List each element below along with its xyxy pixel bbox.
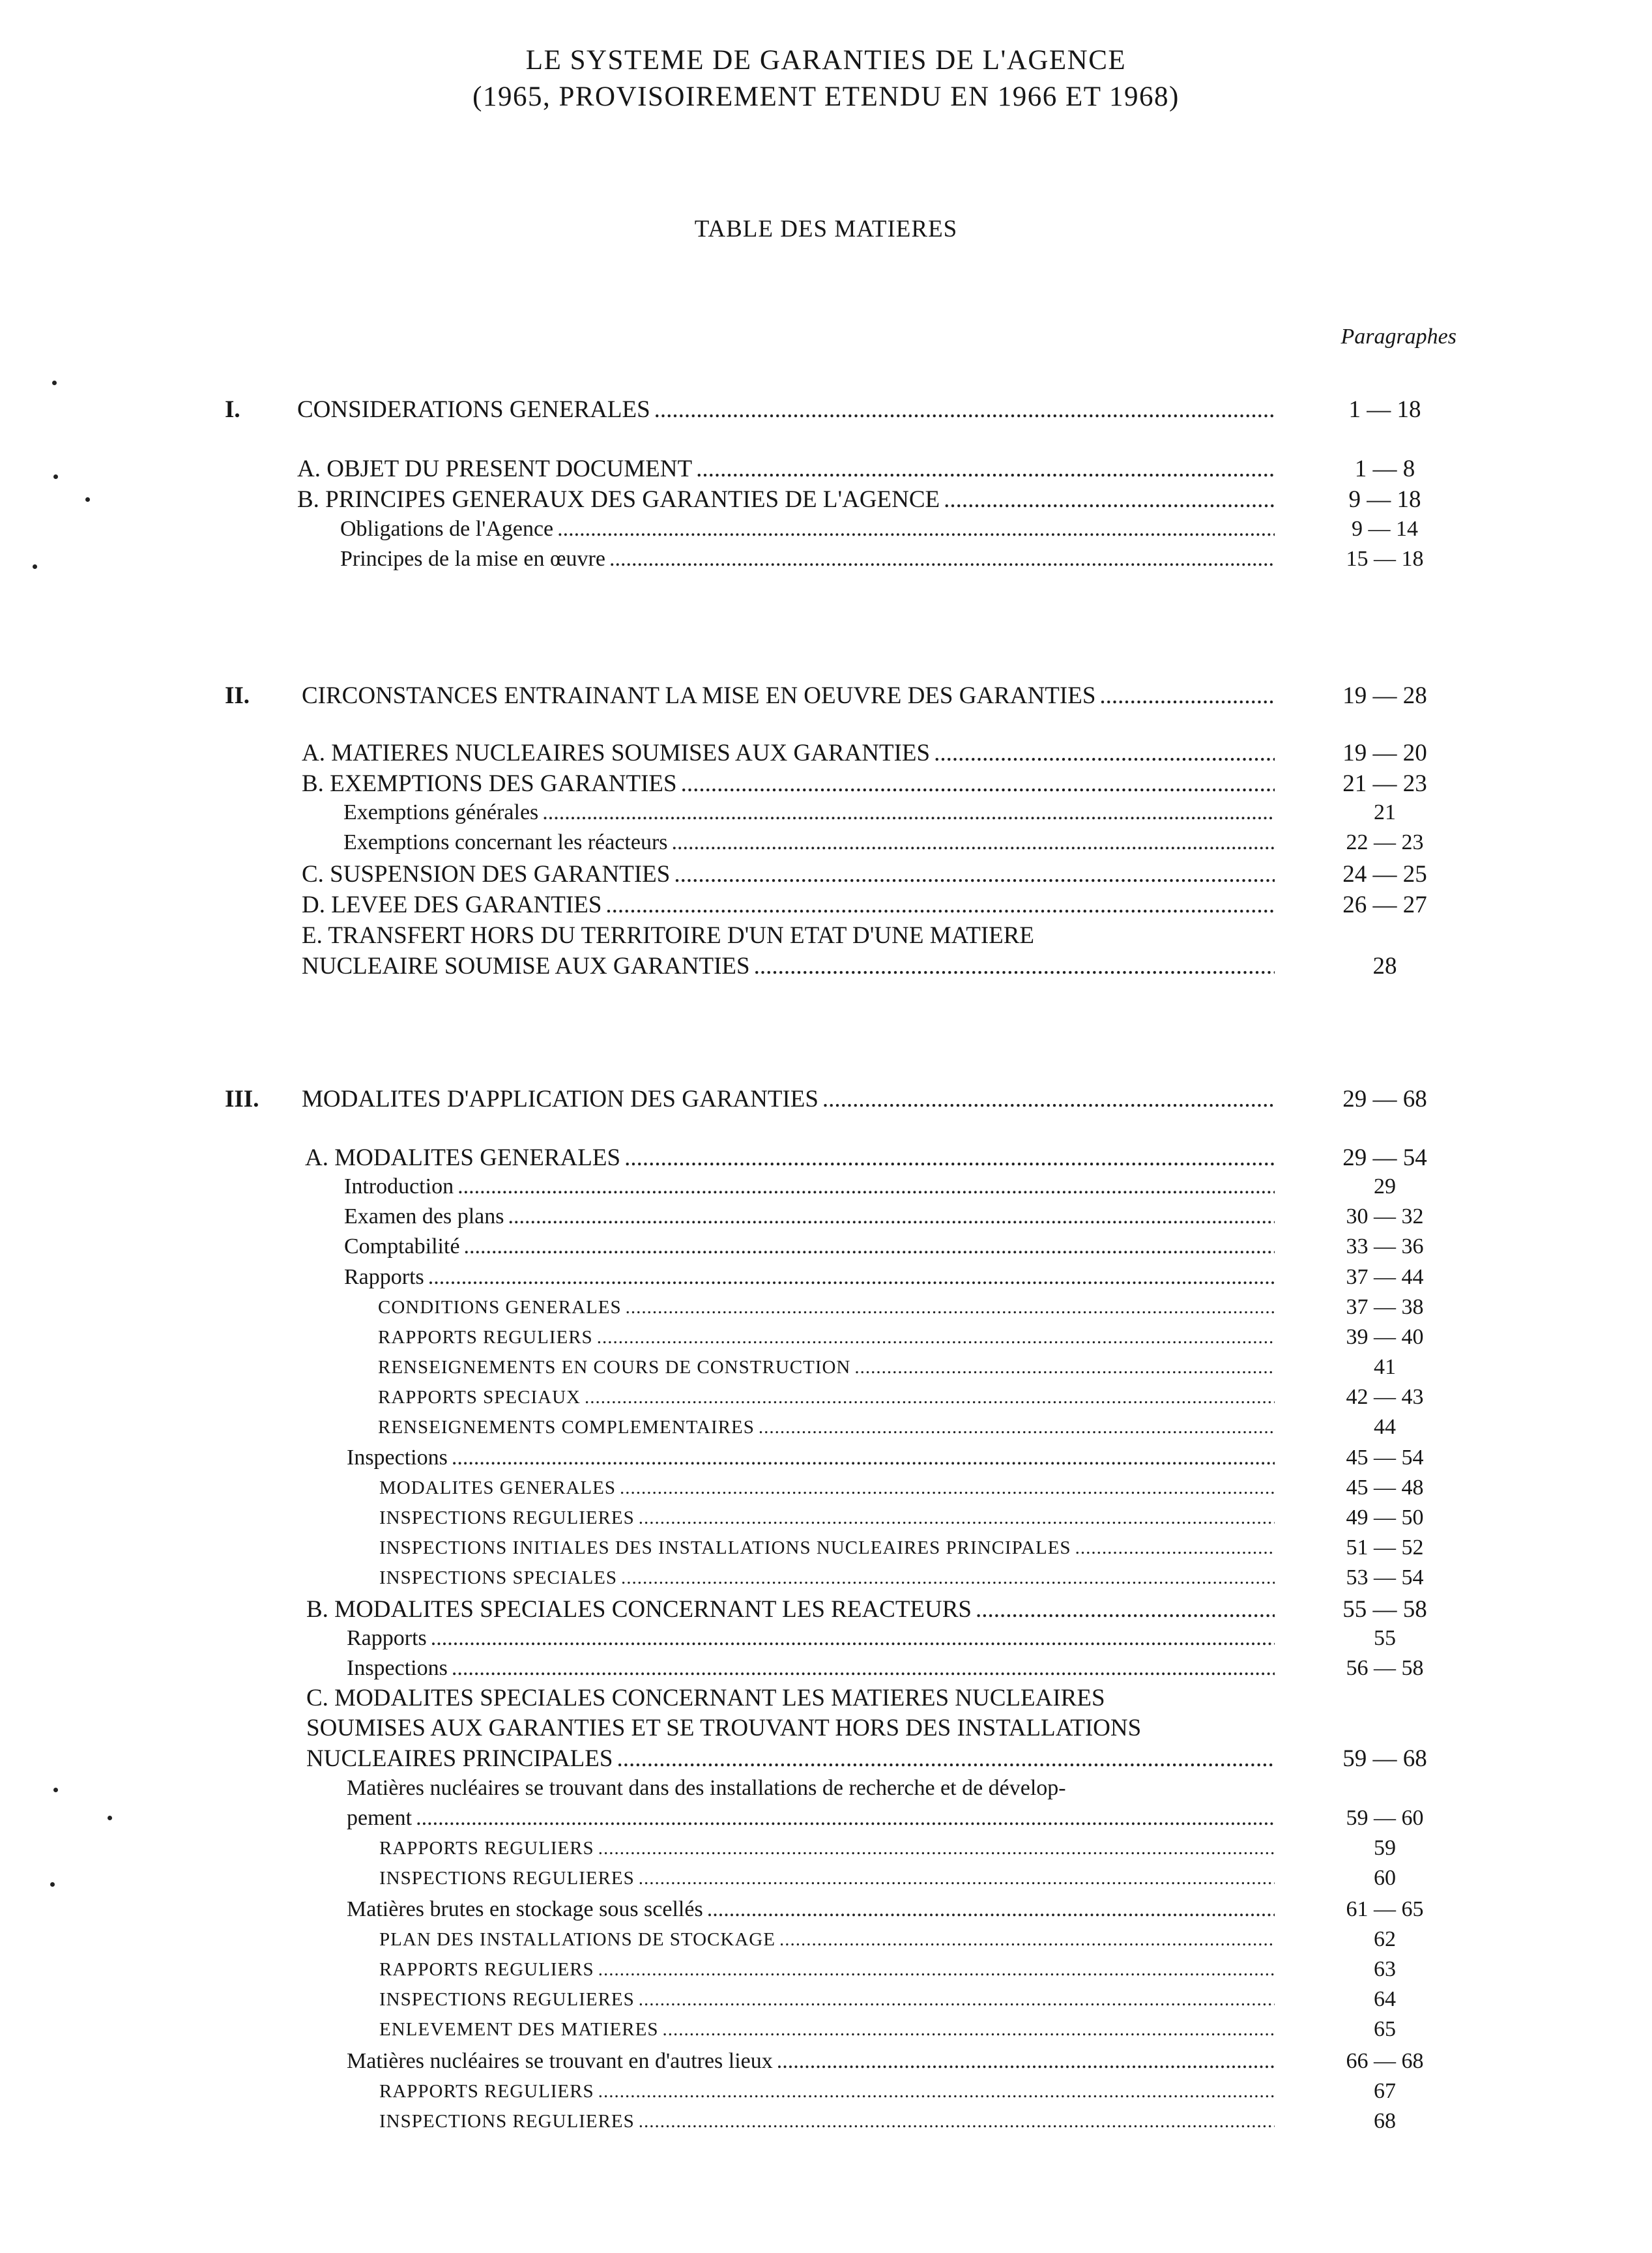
toc-entry-row xyxy=(378,1387,1275,1417)
toc-paragraph-range: 45 — 48 xyxy=(1346,1475,1424,1500)
toc-label: Inspections xyxy=(347,1446,448,1470)
toc-label: ENLEVEMENT DES MATIERES xyxy=(379,2019,659,2040)
section-number: III. xyxy=(225,1086,259,1112)
scan-speck xyxy=(85,497,90,502)
toc-paragraph-range: 9 — 14 xyxy=(1352,517,1418,541)
dot-leader xyxy=(598,1959,1275,1981)
section-number: II. xyxy=(225,682,250,709)
dot-leader xyxy=(1099,682,1275,710)
toc-entry-row xyxy=(347,1656,1275,1686)
toc-paragraph-range: 21 — 23 xyxy=(1342,770,1427,797)
toc-entry-row xyxy=(305,1144,1275,1174)
toc-paragraph-range: 15 — 18 xyxy=(1346,547,1424,571)
toc-entry-row xyxy=(306,1595,1275,1625)
toc-entry-row xyxy=(340,547,1275,577)
toc-paragraph-range: 1 — 8 xyxy=(1354,456,1415,482)
toc-paragraph-range: 21 xyxy=(1374,800,1396,824)
toc-entry-row xyxy=(302,770,1275,800)
dot-leader xyxy=(822,1085,1275,1113)
toc-label: C. MODALITES SPECIALES CONCERNANT LES MATIERES NUCLEAIRES xyxy=(306,1685,1105,1711)
toc-entry-row xyxy=(302,952,1275,982)
toc-paragraph-range: 67 xyxy=(1374,2079,1396,2103)
dot-leader xyxy=(674,860,1275,888)
dot-leader xyxy=(639,1989,1275,2011)
scan-speck xyxy=(53,474,58,479)
dot-leader xyxy=(598,2081,1275,2102)
toc-entry-row xyxy=(343,830,1275,860)
toc-entry-row xyxy=(379,2019,1275,2049)
toc-entry-row xyxy=(347,1897,1275,1927)
document-title-line-2: (1965, PROVISOIREMENT ETENDU EN 1966 ET 1968) xyxy=(472,81,1180,112)
toc-paragraph-range: 61 — 65 xyxy=(1346,1897,1424,1921)
toc-entry-row xyxy=(347,1806,1275,1836)
toc-paragraph-range: 53 — 54 xyxy=(1346,1565,1424,1590)
toc-entry-row xyxy=(344,1174,1275,1204)
toc-label: Rapports xyxy=(347,1626,427,1650)
toc-label: C. SUSPENSION DES GARANTIES xyxy=(302,861,671,888)
dot-leader xyxy=(639,1507,1275,1529)
toc-paragraph-range: 59 — 68 xyxy=(1342,1745,1427,1772)
toc-label-continued: pement xyxy=(347,1806,413,1830)
scan-speck xyxy=(52,381,57,385)
toc-entry-row xyxy=(344,1234,1275,1264)
toc-paragraph-range: 37 — 38 xyxy=(1346,1295,1424,1319)
toc-entry-row xyxy=(379,1477,1275,1507)
dot-leader xyxy=(609,547,1275,572)
toc-paragraph-range: 68 xyxy=(1374,2109,1396,2133)
dot-leader xyxy=(976,1595,1275,1623)
toc-paragraph-range: 1 — 18 xyxy=(1348,396,1421,423)
toc-label: Rapports xyxy=(344,1265,424,1289)
dot-leader xyxy=(707,1897,1275,1922)
dot-leader xyxy=(585,1387,1275,1408)
toc-label: Exemptions générales xyxy=(343,800,539,824)
toc-entry-row xyxy=(302,891,1275,921)
toc-label: INSPECTIONS REGULIERES xyxy=(379,1989,635,2010)
toc-label: CIRCONSTANCES ENTRAINANT LA MISE EN OEUVRE DES GARANTIES xyxy=(302,682,1096,709)
toc-entry-row xyxy=(379,1989,1275,2019)
dot-leader xyxy=(759,1417,1275,1438)
toc-label: RAPPORTS REGULIERS xyxy=(379,1959,594,1980)
toc-entry-row xyxy=(297,486,1275,516)
dot-leader xyxy=(944,486,1275,514)
toc-entry-row xyxy=(343,800,1275,830)
toc-entry-row xyxy=(378,1297,1275,1327)
dot-leader xyxy=(457,1174,1275,1199)
toc-label: Introduction xyxy=(344,1174,454,1199)
dot-leader xyxy=(1075,1537,1275,1559)
dot-leader xyxy=(621,1567,1275,1589)
toc-paragraph-range: 37 — 44 xyxy=(1346,1265,1424,1289)
toc-label: B. EXEMPTIONS DES GARANTIES xyxy=(302,770,677,797)
paragraphs-column-label: Paragraphes xyxy=(1340,325,1456,349)
toc-paragraph-range: 59 — 60 xyxy=(1346,1806,1424,1830)
toc-label: Matières nucléaires se trouvant dans des installations de recherche et de dévelop- xyxy=(347,1776,1066,1800)
dot-leader xyxy=(681,770,1275,798)
dot-leader xyxy=(626,1297,1275,1318)
scan-speck xyxy=(50,1882,55,1887)
toc-paragraph-range: 28 xyxy=(1372,953,1397,980)
dot-leader xyxy=(779,1929,1275,1951)
dot-leader xyxy=(654,396,1275,424)
toc-entry-row xyxy=(379,1537,1275,1567)
toc-label: MODALITES D'APPLICATION DES GARANTIES xyxy=(302,1086,819,1112)
dot-leader xyxy=(542,800,1275,825)
toc-label: A. MODALITES GENERALES xyxy=(305,1144,621,1171)
scan-speck xyxy=(108,1816,112,1820)
dot-leader xyxy=(662,2019,1275,2041)
toc-paragraph-range: 59 xyxy=(1374,1836,1396,1860)
toc-label: Matières brutes en stockage sous scellés xyxy=(347,1897,703,1921)
toc-label: Matières nucléaires se trouvant en d'autres lieux xyxy=(347,2049,773,2073)
toc-label: RAPPORTS REGULIERS xyxy=(378,1327,593,1348)
toc-paragraph-range: 64 xyxy=(1374,1987,1396,2011)
dot-leader xyxy=(557,517,1275,542)
toc-label: INSPECTIONS REGULIERES xyxy=(379,1507,635,1528)
toc-paragraph-range: 19 — 28 xyxy=(1342,682,1427,709)
toc-paragraph-range: 26 — 27 xyxy=(1342,892,1427,918)
toc-label: Inspections xyxy=(347,1656,448,1680)
toc-label: Obligations de l'Agence xyxy=(340,517,554,541)
toc-label-continued: NUCLEAIRE SOUMISE AUX GARANTIES xyxy=(302,953,750,980)
toc-paragraph-range: 33 — 36 xyxy=(1346,1234,1424,1258)
document-title-line-1: LE SYSTEME DE GARANTIES DE L'AGENCE xyxy=(525,45,1127,76)
toc-paragraph-range: 9 — 18 xyxy=(1348,486,1421,513)
scan-speck xyxy=(33,564,37,569)
dot-leader xyxy=(754,952,1275,980)
dot-leader xyxy=(508,1204,1275,1229)
toc-paragraph-range: 19 — 20 xyxy=(1342,740,1427,766)
table-of-contents-heading: TABLE DES MATIERES xyxy=(694,216,958,242)
toc-label: CONSIDERATIONS GENERALES xyxy=(297,396,650,423)
toc-entry-row xyxy=(297,455,1275,485)
toc-entry-row xyxy=(302,860,1275,890)
dot-leader xyxy=(620,1477,1275,1499)
toc-entry-row xyxy=(379,2081,1275,2111)
toc-paragraph-range: 44 xyxy=(1374,1415,1396,1439)
toc-paragraph-range: 62 xyxy=(1374,1927,1396,1951)
toc-entry-row xyxy=(344,1265,1275,1295)
toc-label: E. TRANSFERT HORS DU TERRITOIRE D'UN ETAT D'UNE MATIERE xyxy=(302,922,1035,949)
toc-label: RAPPORTS REGULIERS xyxy=(379,1838,594,1859)
toc-paragraph-range: 22 — 23 xyxy=(1346,830,1424,854)
toc-label: INSPECTIONS SPECIALES xyxy=(379,1567,618,1588)
toc-entry-row xyxy=(379,2111,1275,2141)
toc-label: RENSEIGNEMENTS EN COURS DE CONSTRUCTION xyxy=(378,1357,851,1378)
dot-leader xyxy=(777,2049,1275,2074)
toc-section-row xyxy=(302,682,1275,712)
toc-entry-row xyxy=(302,739,1275,769)
dot-leader xyxy=(696,455,1275,483)
toc-paragraph-range: 29 xyxy=(1374,1174,1396,1199)
toc-entry-row xyxy=(347,1446,1275,1475)
dot-leader xyxy=(464,1234,1275,1259)
toc-paragraph-range: 29 — 54 xyxy=(1342,1144,1427,1171)
toc-paragraph-range: 51 — 52 xyxy=(1346,1535,1424,1560)
toc-paragraph-range: 55 xyxy=(1374,1626,1396,1650)
toc-entry-row xyxy=(379,1868,1275,1898)
toc-entry-row xyxy=(344,1204,1275,1234)
dot-leader xyxy=(639,2111,1275,2132)
toc-paragraph-range: 65 xyxy=(1374,2017,1396,2041)
toc-paragraph-range: 56 — 58 xyxy=(1346,1656,1424,1680)
dot-leader xyxy=(452,1446,1275,1470)
toc-label: A. OBJET DU PRESENT DOCUMENT xyxy=(297,456,693,482)
dot-leader xyxy=(598,1838,1275,1859)
dot-leader xyxy=(452,1656,1275,1681)
dot-leader xyxy=(639,1868,1275,1889)
toc-label: MODALITES GENERALES xyxy=(379,1477,616,1498)
toc-section-row xyxy=(297,396,1275,426)
toc-label-continued: NUCLEAIRES PRINCIPALES xyxy=(306,1745,613,1772)
toc-entry-row xyxy=(347,1626,1275,1656)
toc-entry-row xyxy=(379,1507,1275,1537)
toc-entry-row xyxy=(378,1327,1275,1357)
toc-entry-row xyxy=(347,2049,1275,2079)
toc-paragraph-range: 24 — 25 xyxy=(1342,861,1427,888)
section-number: I. xyxy=(225,396,240,423)
dot-leader xyxy=(605,891,1275,919)
dot-leader xyxy=(416,1806,1275,1831)
toc-entry-row xyxy=(378,1357,1275,1387)
toc-paragraph-range: 29 — 68 xyxy=(1342,1086,1427,1112)
toc-label: RAPPORTS SPECIAUX xyxy=(378,1387,581,1408)
dot-leader xyxy=(672,830,1275,855)
toc-label: PLAN DES INSTALLATIONS DE STOCKAGE xyxy=(379,1929,775,1950)
toc-label: Examen des plans xyxy=(344,1204,504,1228)
toc-label-continued: SOUMISES AUX GARANTIES ET SE TROUVANT HORS DES INSTALLATIONS xyxy=(306,1715,1142,1741)
toc-paragraph-range: 30 — 32 xyxy=(1346,1204,1424,1228)
toc-label: CONDITIONS GENERALES xyxy=(378,1297,622,1318)
toc-entry-row xyxy=(340,517,1275,547)
toc-paragraph-range: 42 — 43 xyxy=(1346,1385,1424,1409)
dot-leader xyxy=(624,1144,1275,1172)
toc-paragraph-range: 41 xyxy=(1374,1355,1396,1379)
toc-label: D. LEVEE DES GARANTIES xyxy=(302,892,602,918)
toc-paragraph-range: 45 — 54 xyxy=(1346,1446,1424,1470)
dot-leader xyxy=(616,1745,1275,1773)
toc-entry-row xyxy=(379,1838,1275,1868)
toc-entry-row xyxy=(378,1417,1275,1447)
dot-leader xyxy=(597,1327,1275,1348)
toc-label: RAPPORTS REGULIERS xyxy=(379,2081,594,2102)
dot-leader xyxy=(934,739,1275,767)
toc-paragraph-range: 39 — 40 xyxy=(1346,1325,1424,1349)
toc-label: Exemptions concernant les réacteurs xyxy=(343,830,668,854)
toc-label: INSPECTIONS REGULIERES xyxy=(379,2111,635,2132)
toc-entry-row xyxy=(379,1929,1275,1959)
toc-entry-row xyxy=(379,1567,1275,1597)
dot-leader xyxy=(431,1626,1275,1651)
dot-leader xyxy=(854,1357,1275,1378)
toc-label: Comptabilité xyxy=(344,1234,460,1258)
toc-label: B. PRINCIPES GENERAUX DES GARANTIES DE L'AGENCE xyxy=(297,486,940,513)
toc-paragraph-range: 66 — 68 xyxy=(1346,2049,1424,2073)
toc-label: RENSEIGNEMENTS COMPLEMENTAIRES xyxy=(378,1417,755,1438)
toc-label: INSPECTIONS INITIALES DES INSTALLATIONS NUCLEAIRES PRINCIPALES xyxy=(379,1537,1071,1558)
toc-label: Principes de la mise en œuvre xyxy=(340,547,605,571)
toc-paragraph-range: 60 xyxy=(1374,1866,1396,1890)
toc-section-row xyxy=(302,1085,1275,1115)
toc-entry-row xyxy=(306,1745,1275,1775)
toc-label: INSPECTIONS REGULIERES xyxy=(379,1868,635,1889)
toc-paragraph-range: 49 — 50 xyxy=(1346,1505,1424,1530)
scan-speck xyxy=(53,1788,58,1792)
dot-leader xyxy=(428,1265,1275,1290)
toc-paragraph-range: 63 xyxy=(1374,1957,1396,1981)
toc-label: A. MATIERES NUCLEAIRES SOUMISES AUX GARANTIES xyxy=(302,740,931,766)
toc-entry-row xyxy=(379,1959,1275,1989)
toc-paragraph-range: 55 — 58 xyxy=(1342,1596,1427,1623)
toc-label: B. MODALITES SPECIALES CONCERNANT LES REACTEURS xyxy=(306,1596,972,1623)
